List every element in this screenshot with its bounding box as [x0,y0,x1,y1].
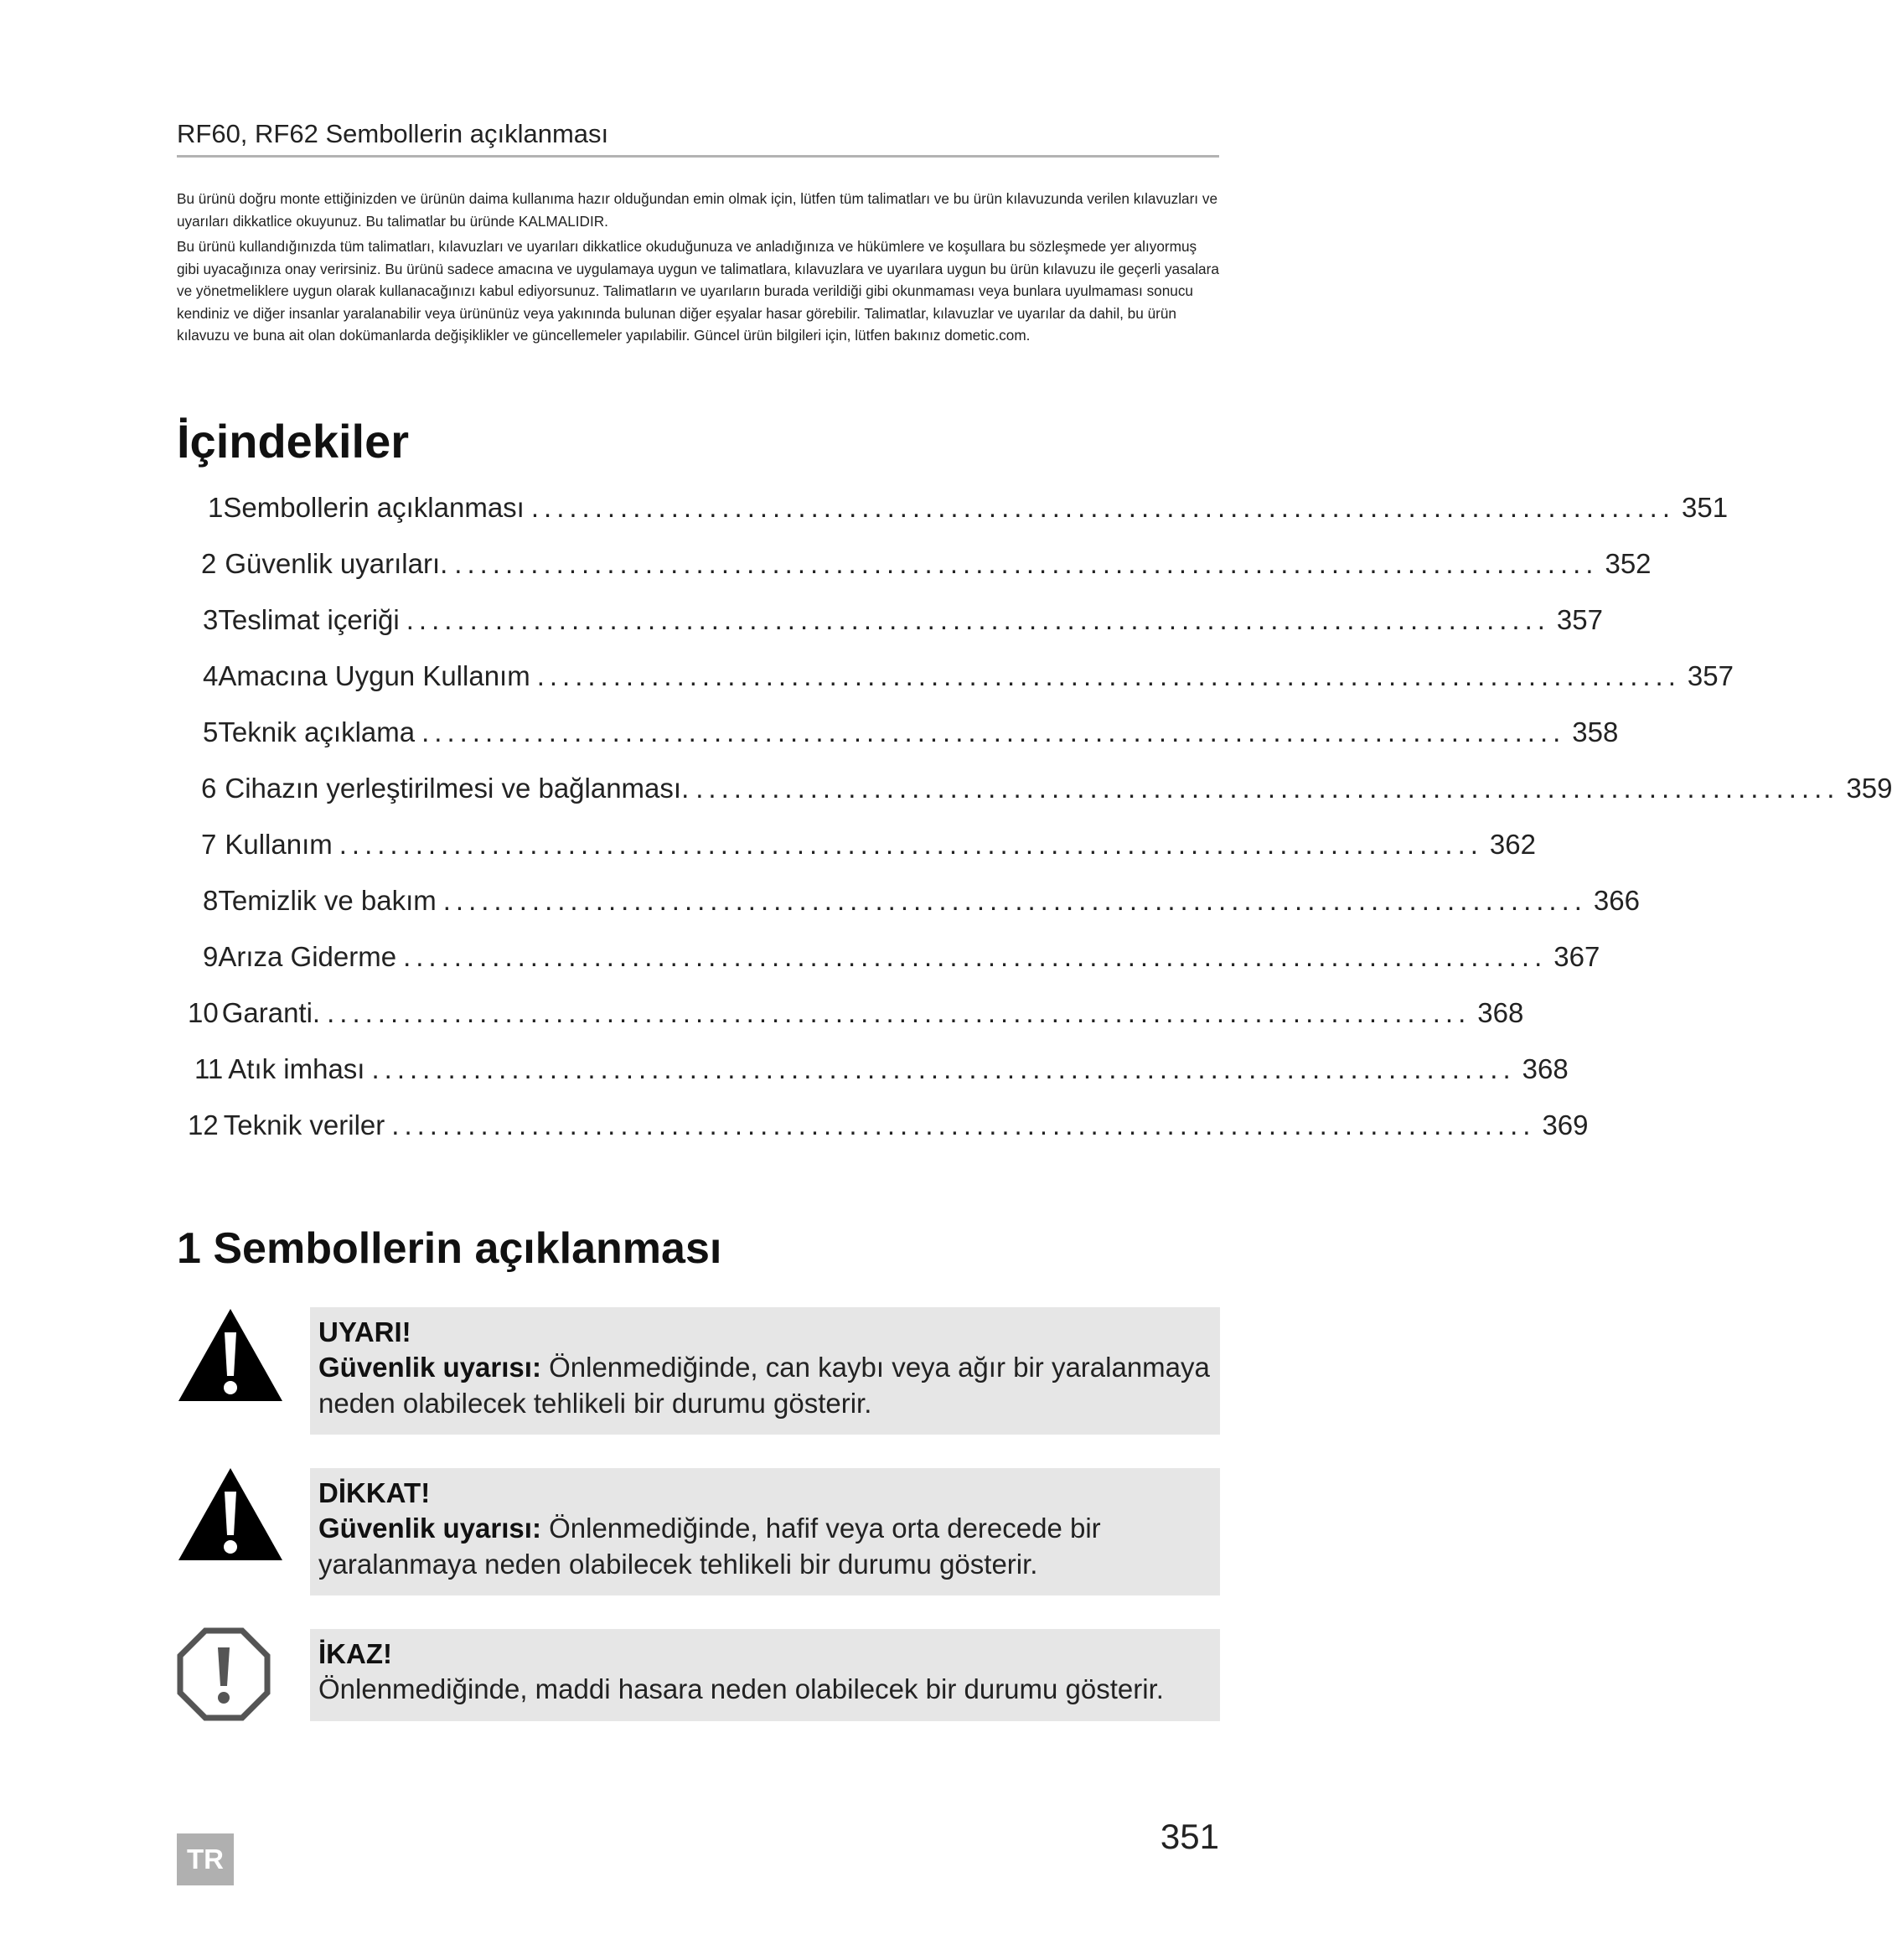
intro-paragraph-2: Bu ürünü kullandığınızda tüm talimatları, kılavuzları ve uyarıları dikkatlice okuduğunuza ve anladığınıza ve hükümlere ve koşullara bu sözleşmede yer alıyormuş gibi uyacağınıza onay verirsiniz. Bu ürünü sadece amacına ve uygulamaya uygun ve talimatlara, kılavuzlara ve uyarılara uygun bu ürün kılavuzu ile geçerli yasalara ve yönetmeliklere uygun olarak kullanacağınızı kabul ediyorsunuz. Talimatların ve uyarıların burada verildiği gibi okunmaması veya bunlara uyulmaması sonucu kendiniz ve diğer insanlar yaralanabilir veya ürününüz veya yakınında bulunan diğer eşyalar hasar görebilir. Talimatlar, kılavuzlar ve uyarılar da dahil, bu ürün kılavuzu ve buna ait olan dokümanlarda değişiklikler ve güncellemeler yapılabilir. Güncel ürün bilgileri için, lütfen bakınız dometic.com. [177,238,1219,344]
toc-entry-page: 357 [1556,604,1603,635]
toc-leader-dots: .......................................................................................... [371,1053,1516,1084]
toc-leader-dots: .......................................................................................... [391,1109,1536,1140]
toc-leader-dots: .......................................................................................... [454,548,1599,579]
callout-body [318,1510,1212,1582]
callout-body: Önlenmediğinde, maddi hasara neden olabilecek bir durumu gösterir. [318,1673,1164,1704]
toc-entry-number: 6 [201,773,217,804]
toc-entry[interactable] [184,660,1734,697]
toc-entry-page: 362 [1489,829,1536,860]
toc-entry-number: 12 [188,1109,219,1140]
toc-entry[interactable] [184,716,1619,753]
toc-entry[interactable] [184,997,1524,1034]
caution-callout [310,1468,1220,1595]
toc-entry-label: Teknik açıklama [218,716,416,747]
toc-entry-label: Teslimat içeriği [218,604,400,635]
toc-entry-label: Teknik veriler [223,1109,385,1140]
toc-entry-page: 359 [1846,773,1892,804]
toc-entry-page: 357 [1687,660,1734,691]
toc-entry-label: Kullanım [225,829,333,860]
toc-leader-dots: .......................................................................................... [339,829,1483,860]
toc-entry-number: 2 [201,548,217,579]
callout-lead: Güvenlik uyarısı: [318,1352,541,1383]
callout-body [318,1349,1212,1421]
toc-leader-dots: .......................................................................................... [530,492,1676,523]
toc-leader-dots: .......................................................................................... [327,997,1471,1028]
toc-entry-number: 4 [203,660,219,691]
toc-entry[interactable] [184,1053,1569,1090]
callout-lead: Güvenlik uyarısı: [318,1513,541,1544]
toc-entry-label: Garanti. [221,997,321,1028]
toc-leader-dots: .......................................................................................... [536,660,1681,691]
toc-entry-page: 352 [1605,548,1652,579]
toc-entry-page: 351 [1682,492,1729,523]
warning-callout [310,1307,1220,1435]
toc-entry[interactable] [184,885,1640,922]
toc-entry[interactable] [184,1109,1589,1146]
toc-entry-page: 368 [1477,997,1524,1028]
toc-entry-label: Amacına Uygun Kullanım [218,660,530,691]
toc-entry[interactable] [184,829,1536,866]
toc-heading: İçindekiler [177,415,410,468]
header-title: RF60, RF62 Sembollerin açıklanması [177,119,609,148]
toc-leader-dots: .......................................................................................... [403,941,1548,972]
page-number: 351 [1160,1817,1219,1856]
intro-text [177,188,1219,350]
callout-title: DİKKAT! [318,1477,431,1508]
callout-title: İKAZ! [318,1638,392,1669]
warning-triangle-icon [177,1307,284,1404]
section-heading: 1 Sembollerin açıklanması [177,1224,722,1273]
toc-entry-label: Güvenlik uyarıları. [225,548,448,579]
toc-entry-number: 1 [208,492,224,523]
callout-text: Önlenmediğinde, can kaybı veya ağır bir yaralanmaya neden olabilecek tehlikeli bir durumu gösterir. [318,1352,1210,1419]
intro-paragraph-1: Bu ürünü doğru monte ettiğinizden ve ürünün daima kullanıma hazır olduğundan emin olmak için, lütfen tüm talimatları ve bu ürün kılavuzunda verilen kılavuzları ve uyarıları dikkatlice okuyunuz. Bu talimatlar bu üründe KALMALIDIR. [177,190,1218,230]
callout-text: Önlenmediğinde, hafif veya orta derecede bir yaralanmaya neden olabilecek tehlikeli bir durumu gösterir. [318,1513,1101,1580]
toc-entry-label: Atık imhası [228,1053,365,1084]
toc-entry-label: Temizlik ve bakım [218,885,437,916]
toc-entry[interactable] [184,548,1652,585]
toc-entry-number: 5 [203,716,219,747]
toc-entry-page: 367 [1553,941,1600,972]
toc-entry-number: 10 [188,997,219,1028]
toc-entry-number: 3 [203,604,219,635]
toc-leader-dots: .......................................................................................... [442,885,1587,916]
language-badge: TR [177,1833,234,1885]
callout-title: UYARI! [318,1316,411,1347]
toc-entry-number: 9 [203,941,219,972]
toc-entry-page: 368 [1522,1053,1569,1084]
toc-entry-page: 369 [1542,1109,1589,1140]
notice-octagon-icon [177,1627,271,1721]
notice-callout [310,1629,1220,1721]
toc-leader-dots: .......................................................................................... [421,716,1566,747]
caution-triangle-icon [177,1466,284,1563]
toc-leader-dots: .......................................................................................... [695,773,1840,804]
toc-entry[interactable] [184,604,1603,641]
toc-entry-label: Sembollerin açıklanması [223,492,525,523]
toc-entry[interactable] [184,941,1600,978]
page-header [177,116,1219,158]
toc-entry[interactable] [184,773,1892,809]
toc-entry-label: Arıza Giderme [218,941,397,972]
toc-entry[interactable] [184,492,1729,529]
toc-entry-number: 7 [201,829,217,860]
toc-leader-dots: .......................................................................................... [406,604,1550,635]
toc-entry-page: 366 [1593,885,1640,916]
toc-entry-label: Cihazın yerleştirilmesi ve bağlanması. [225,773,690,804]
toc-entry-page: 358 [1572,716,1619,747]
toc-entry-number: 8 [203,885,219,916]
toc-entry-number: 11 [194,1053,224,1084]
